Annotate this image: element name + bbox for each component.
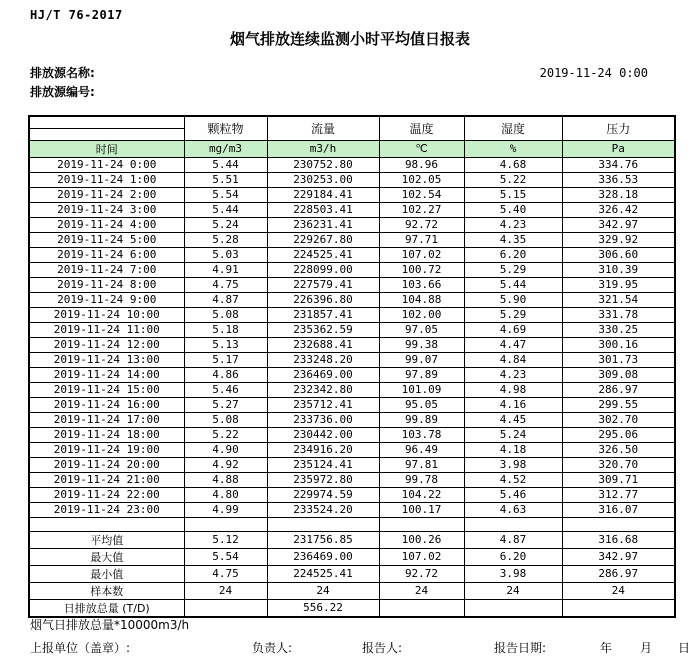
value-cell: 97.05 <box>379 322 464 337</box>
value-cell: 99.38 <box>379 337 464 352</box>
day-label: 日 <box>678 641 691 655</box>
time-cell: 2019-11-24 15:00 <box>29 382 184 397</box>
monitoring-table <box>28 115 676 618</box>
value-cell: 4.35 <box>464 232 562 247</box>
value-cell: 102.54 <box>379 187 464 202</box>
spacer-cell <box>562 517 675 531</box>
value-cell: 4.52 <box>464 472 562 487</box>
value-cell: 231857.41 <box>267 307 379 322</box>
column-header: 流量 <box>267 116 379 140</box>
value-cell: 102.05 <box>379 172 464 187</box>
summary-value-cell: 236469.00 <box>267 548 379 565</box>
value-cell: 4.88 <box>184 472 267 487</box>
value-cell: 92.72 <box>379 217 464 232</box>
value-cell: 102.00 <box>379 307 464 322</box>
value-cell: 99.07 <box>379 352 464 367</box>
summary-value-cell: 92.72 <box>379 565 464 582</box>
value-cell: 4.80 <box>184 487 267 502</box>
time-cell: 2019-11-24 18:00 <box>29 427 184 442</box>
summary-value-cell: 100.26 <box>379 531 464 548</box>
summary-value-cell: 24 <box>184 582 267 599</box>
value-cell: 334.76 <box>562 157 675 172</box>
value-cell: 331.78 <box>562 307 675 322</box>
time-cell: 2019-11-24 8:00 <box>29 277 184 292</box>
value-cell: 100.17 <box>379 502 464 517</box>
summary-value-cell: 24 <box>464 582 562 599</box>
value-cell: 4.84 <box>464 352 562 367</box>
value-cell: 104.22 <box>379 487 464 502</box>
summary-value-cell: 4.75 <box>184 565 267 582</box>
summary-value-cell: 6.20 <box>464 548 562 565</box>
table-row <box>29 442 675 457</box>
value-cell: 5.03 <box>184 247 267 262</box>
time-cell: 2019-11-24 22:00 <box>29 487 184 502</box>
time-cell: 2019-11-24 19:00 <box>29 442 184 457</box>
spacer-cell <box>379 517 464 531</box>
value-cell: 233736.00 <box>267 412 379 427</box>
table-row <box>29 202 675 217</box>
value-cell: 235124.41 <box>267 457 379 472</box>
value-cell: 4.68 <box>464 157 562 172</box>
spacer-cell <box>29 517 184 531</box>
value-cell: 295.06 <box>562 427 675 442</box>
value-cell: 5.24 <box>184 217 267 232</box>
value-cell: 107.02 <box>379 247 464 262</box>
summary-value-cell <box>379 599 464 617</box>
value-cell: 101.09 <box>379 382 464 397</box>
value-cell: 4.99 <box>184 502 267 517</box>
value-cell: 5.08 <box>184 307 267 322</box>
summary-row <box>29 599 675 617</box>
spacer-cell <box>267 517 379 531</box>
value-cell: 100.72 <box>379 262 464 277</box>
summary-value-cell <box>464 599 562 617</box>
value-cell: 99.89 <box>379 412 464 427</box>
column-header: 压力 <box>562 116 675 140</box>
table-row <box>29 382 675 397</box>
value-cell: 286.97 <box>562 382 675 397</box>
unit-cell: Pa <box>562 140 675 157</box>
unit-row <box>29 140 675 157</box>
value-cell: 306.60 <box>562 247 675 262</box>
table-row <box>29 172 675 187</box>
table-row <box>29 352 675 367</box>
value-cell: 229974.59 <box>267 487 379 502</box>
column-header: 温度 <box>379 116 464 140</box>
value-cell: 228503.41 <box>267 202 379 217</box>
value-cell: 330.25 <box>562 322 675 337</box>
table-row <box>29 397 675 412</box>
value-cell: 5.15 <box>464 187 562 202</box>
value-cell: 5.90 <box>464 292 562 307</box>
value-cell: 228099.00 <box>267 262 379 277</box>
time-cell: 2019-11-24 11:00 <box>29 322 184 337</box>
time-header: 时间 <box>29 140 184 157</box>
table-row <box>29 427 675 442</box>
table-row <box>29 472 675 487</box>
unit-cell: m3/h <box>267 140 379 157</box>
value-cell: 342.97 <box>562 217 675 232</box>
value-cell: 5.08 <box>184 412 267 427</box>
source-name-label: 排放源名称: <box>30 66 95 80</box>
table-row <box>29 277 675 292</box>
value-cell: 4.23 <box>464 217 562 232</box>
spacer-cell <box>184 517 267 531</box>
value-cell: 97.71 <box>379 232 464 247</box>
summary-row <box>29 531 675 548</box>
value-cell: 299.55 <box>562 397 675 412</box>
value-cell: 5.44 <box>184 202 267 217</box>
value-cell: 5.28 <box>184 232 267 247</box>
value-cell: 321.54 <box>562 292 675 307</box>
value-cell: 4.87 <box>184 292 267 307</box>
value-cell: 4.69 <box>464 322 562 337</box>
time-cell: 2019-11-24 6:00 <box>29 247 184 262</box>
value-cell: 104.88 <box>379 292 464 307</box>
spacer-row <box>29 517 675 531</box>
value-cell: 236231.41 <box>267 217 379 232</box>
table-row <box>29 157 675 172</box>
summary-rows <box>29 517 675 617</box>
value-cell: 5.44 <box>464 277 562 292</box>
value-cell: 5.46 <box>184 382 267 397</box>
value-cell: 301.73 <box>562 352 675 367</box>
total-emission-note: 烟气日排放总量*10000m3/h <box>30 618 190 632</box>
time-cell: 2019-11-24 5:00 <box>29 232 184 247</box>
time-cell: 2019-11-24 0:00 <box>29 157 184 172</box>
value-cell: 235972.80 <box>267 472 379 487</box>
column-header: 颗粒物 <box>184 116 267 140</box>
time-cell: 2019-11-24 4:00 <box>29 217 184 232</box>
value-cell: 5.22 <box>464 172 562 187</box>
value-cell: 4.90 <box>184 442 267 457</box>
time-cell: 2019-11-24 13:00 <box>29 352 184 367</box>
value-cell: 235712.41 <box>267 397 379 412</box>
value-cell: 5.51 <box>184 172 267 187</box>
value-cell: 103.78 <box>379 427 464 442</box>
value-cell: 98.96 <box>379 157 464 172</box>
time-cell: 2019-11-24 10:00 <box>29 307 184 322</box>
source-id-label: 排放源编号: <box>30 85 95 99</box>
value-cell: 316.07 <box>562 502 675 517</box>
summary-value-cell: 24 <box>267 582 379 599</box>
value-cell: 227579.41 <box>267 277 379 292</box>
value-cell: 312.77 <box>562 487 675 502</box>
value-cell: 229267.80 <box>267 232 379 247</box>
summary-value-cell: 342.97 <box>562 548 675 565</box>
value-cell: 226396.80 <box>267 292 379 307</box>
table-row <box>29 337 675 352</box>
summary-label: 最小值 <box>29 565 184 582</box>
table-row <box>29 232 675 247</box>
month-label: 月 <box>640 641 653 655</box>
summary-label: 样本数 <box>29 582 184 599</box>
value-cell: 102.27 <box>379 202 464 217</box>
time-cell: 2019-11-24 9:00 <box>29 292 184 307</box>
summary-value-cell <box>184 599 267 617</box>
summary-row <box>29 548 675 565</box>
responsible-label: 负责人: <box>252 641 293 655</box>
summary-value-cell: 5.12 <box>184 531 267 548</box>
summary-value-cell: 224525.41 <box>267 565 379 582</box>
value-cell: 3.98 <box>464 457 562 472</box>
time-cell: 2019-11-24 3:00 <box>29 202 184 217</box>
value-cell: 4.91 <box>184 262 267 277</box>
column-header: 湿度 <box>464 116 562 140</box>
summary-label: 平均值 <box>29 531 184 548</box>
value-cell: 229184.41 <box>267 187 379 202</box>
table-row <box>29 412 675 427</box>
value-cell: 4.92 <box>184 457 267 472</box>
value-cell: 230442.00 <box>267 427 379 442</box>
value-cell: 5.18 <box>184 322 267 337</box>
header-row-top <box>29 116 675 128</box>
summary-value-cell: 24 <box>379 582 464 599</box>
spacer-cell <box>464 517 562 531</box>
page-title: 烟气排放连续监测小时平均值日报表 <box>229 30 470 48</box>
year-label: 年 <box>600 641 613 655</box>
value-cell: 328.18 <box>562 187 675 202</box>
time-cell: 2019-11-24 17:00 <box>29 412 184 427</box>
value-cell: 96.49 <box>379 442 464 457</box>
time-cell: 2019-11-24 1:00 <box>29 172 184 187</box>
value-cell: 329.92 <box>562 232 675 247</box>
summary-value-cell <box>562 599 675 617</box>
value-cell: 97.89 <box>379 367 464 382</box>
value-cell: 233248.20 <box>267 352 379 367</box>
value-cell: 326.42 <box>562 202 675 217</box>
time-cell: 2019-11-24 21:00 <box>29 472 184 487</box>
value-cell: 235362.59 <box>267 322 379 337</box>
value-cell: 4.45 <box>464 412 562 427</box>
value-cell: 320.70 <box>562 457 675 472</box>
table-row <box>29 367 675 382</box>
value-cell: 4.18 <box>464 442 562 457</box>
summary-value-cell: 556.22 <box>267 599 379 617</box>
table-row <box>29 262 675 277</box>
table-row <box>29 487 675 502</box>
value-cell: 4.23 <box>464 367 562 382</box>
time-cell: 2019-11-24 16:00 <box>29 397 184 412</box>
summary-row <box>29 582 675 599</box>
value-cell: 319.95 <box>562 277 675 292</box>
value-cell: 5.44 <box>184 157 267 172</box>
value-cell: 5.40 <box>464 202 562 217</box>
value-cell: 310.39 <box>562 262 675 277</box>
value-cell: 95.05 <box>379 397 464 412</box>
value-cell: 99.78 <box>379 472 464 487</box>
summary-value-cell: 3.98 <box>464 565 562 582</box>
value-cell: 103.66 <box>379 277 464 292</box>
value-cell: 224525.41 <box>267 247 379 262</box>
report-datetime: 2019-11-24 0:00 <box>539 66 648 80</box>
value-cell: 5.24 <box>464 427 562 442</box>
table-row <box>29 187 675 202</box>
source-labels <box>30 64 95 102</box>
table-row <box>29 217 675 232</box>
value-cell: 233524.20 <box>267 502 379 517</box>
standard-number: HJ/T 76-2017 <box>30 8 123 22</box>
value-cell: 230752.80 <box>267 157 379 172</box>
table-row <box>29 307 675 322</box>
unit-cell: ℃ <box>379 140 464 157</box>
summary-value-cell: 231756.85 <box>267 531 379 548</box>
value-cell: 5.27 <box>184 397 267 412</box>
table-row <box>29 292 675 307</box>
value-cell: 236469.00 <box>267 367 379 382</box>
reporter-label: 报告人: <box>362 641 403 655</box>
summary-value-cell: 5.54 <box>184 548 267 565</box>
time-cell: 2019-11-24 7:00 <box>29 262 184 277</box>
value-cell: 97.81 <box>379 457 464 472</box>
value-cell: 302.70 <box>562 412 675 427</box>
value-cell: 5.54 <box>184 187 267 202</box>
value-cell: 300.16 <box>562 337 675 352</box>
value-cell: 4.63 <box>464 502 562 517</box>
summary-value-cell: 286.97 <box>562 565 675 582</box>
table-row <box>29 322 675 337</box>
table-row <box>29 247 675 262</box>
blank-header-cell <box>29 128 184 140</box>
value-cell: 232342.80 <box>267 382 379 397</box>
value-cell: 232688.41 <box>267 337 379 352</box>
unit-cell: mg/m3 <box>184 140 267 157</box>
summary-label: 最大值 <box>29 548 184 565</box>
value-cell: 4.16 <box>464 397 562 412</box>
time-cell: 2019-11-24 12:00 <box>29 337 184 352</box>
value-cell: 326.50 <box>562 442 675 457</box>
value-cell: 336.53 <box>562 172 675 187</box>
table-head <box>29 116 675 157</box>
unit-cell: % <box>464 140 562 157</box>
value-cell: 5.29 <box>464 307 562 322</box>
summary-value-cell: 107.02 <box>379 548 464 565</box>
data-rows <box>29 157 675 517</box>
time-cell: 2019-11-24 20:00 <box>29 457 184 472</box>
table-row <box>29 502 675 517</box>
value-cell: 309.08 <box>562 367 675 382</box>
value-cell: 4.98 <box>464 382 562 397</box>
summary-value-cell: 4.87 <box>464 531 562 548</box>
summary-value-cell: 24 <box>562 582 675 599</box>
summary-label: 日排放总量 (T/D) <box>29 599 184 617</box>
value-cell: 4.47 <box>464 337 562 352</box>
report-unit-label: 上报单位（盖章）: <box>30 641 131 655</box>
value-cell: 309.71 <box>562 472 675 487</box>
value-cell: 5.29 <box>464 262 562 277</box>
value-cell: 234916.20 <box>267 442 379 457</box>
blank-header-cell <box>29 116 184 128</box>
value-cell: 4.75 <box>184 277 267 292</box>
value-cell: 6.20 <box>464 247 562 262</box>
time-cell: 2019-11-24 2:00 <box>29 187 184 202</box>
report-date-label: 报告日期: <box>494 641 547 655</box>
table-row <box>29 457 675 472</box>
value-cell: 4.86 <box>184 367 267 382</box>
value-cell: 5.46 <box>464 487 562 502</box>
summary-value-cell: 316.68 <box>562 531 675 548</box>
summary-row <box>29 565 675 582</box>
time-cell: 2019-11-24 14:00 <box>29 367 184 382</box>
value-cell: 5.13 <box>184 337 267 352</box>
time-cell: 2019-11-24 23:00 <box>29 502 184 517</box>
value-cell: 5.22 <box>184 427 267 442</box>
value-cell: 230253.00 <box>267 172 379 187</box>
value-cell: 5.17 <box>184 352 267 367</box>
